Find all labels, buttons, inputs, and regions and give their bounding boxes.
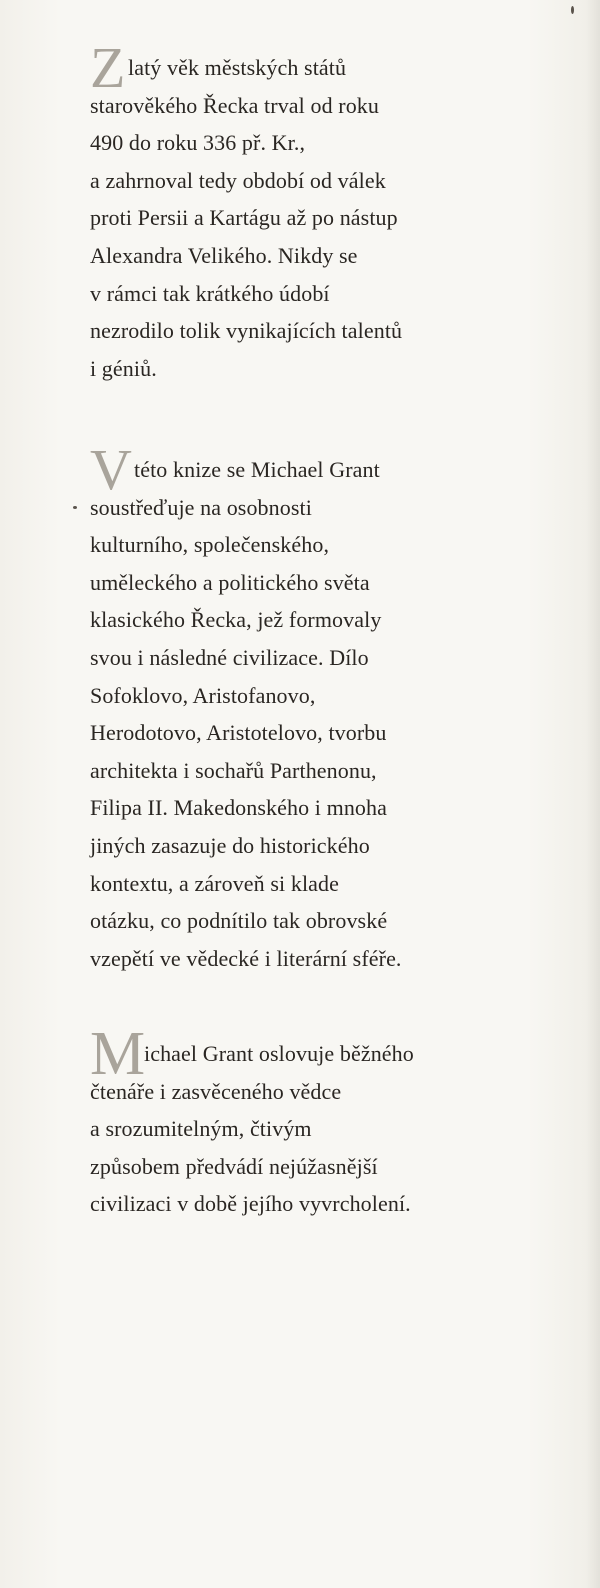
- text-line: nezrodilo tolik vynikajících talentů: [90, 318, 403, 344]
- text-line: vzepětí ve vědecké i literární sféře.: [90, 945, 402, 971]
- paragraph-intro: [90, 35, 540, 387]
- print-speck: [571, 6, 574, 14]
- text-line: jiných zasazuje do historického: [90, 832, 370, 858]
- text-line: klasického Řecka, jež formovaly: [90, 607, 382, 633]
- text-line: kulturního, společenského,: [90, 532, 330, 558]
- text-line: starověkého Řecka trval od roku: [90, 92, 380, 118]
- text-line: otázku, co podnítilo tak obrovské: [90, 908, 388, 934]
- text-line: čtenáře i zasvěceného vědce: [90, 1078, 342, 1104]
- text-line: proti Persii a Kartágu až po nástup: [90, 205, 398, 231]
- text-line: způsobem předvádí nejúžasnější: [90, 1153, 378, 1179]
- text-line: architekta i sochařů Parthenonu,: [90, 757, 377, 783]
- text-line: 490 do roku 336 př. Kr.,: [90, 130, 306, 156]
- text-line: latý věk městských států: [128, 55, 347, 80]
- drop-cap-m: M: [90, 1020, 146, 1088]
- text-line: soustřeďuje na osobnosti: [90, 494, 312, 520]
- print-speck: [73, 506, 77, 509]
- text-line: uměleckého a politického světa: [90, 569, 370, 595]
- text-line: Herodotovo, Aristotelovo, tvorbu: [90, 720, 387, 746]
- paragraph-closing: [90, 1020, 540, 1223]
- text-line: a zahrnoval tedy období od válek: [90, 167, 386, 193]
- text-line: ichael Grant oslovuje běžného: [144, 1041, 414, 1066]
- text-line: Filipa II. Makedonského i mnoha: [90, 795, 387, 821]
- drop-cap-v: V: [90, 437, 132, 502]
- page-edge-shadow: [586, 0, 600, 1588]
- text-line: svou i následné civilizace. Dílo: [90, 644, 369, 670]
- text-line: i géniů.: [90, 355, 157, 381]
- text-line: Alexandra Velikého. Nikdy se: [90, 242, 358, 268]
- text-line: kontextu, a zároveň si klade: [90, 870, 339, 896]
- paragraph-content: [90, 437, 540, 977]
- text-line: civilizaci v době jejího vyvrcholení.: [90, 1191, 411, 1217]
- text-line: Sofoklovo, Aristofanovo,: [90, 682, 316, 708]
- text-line: této knize se Michael Grant: [134, 457, 380, 482]
- text-line: a srozumitelným, čtivým: [90, 1116, 312, 1142]
- drop-cap-z: Z: [90, 35, 126, 100]
- text-line: v rámci tak krátkého údobí: [90, 280, 330, 306]
